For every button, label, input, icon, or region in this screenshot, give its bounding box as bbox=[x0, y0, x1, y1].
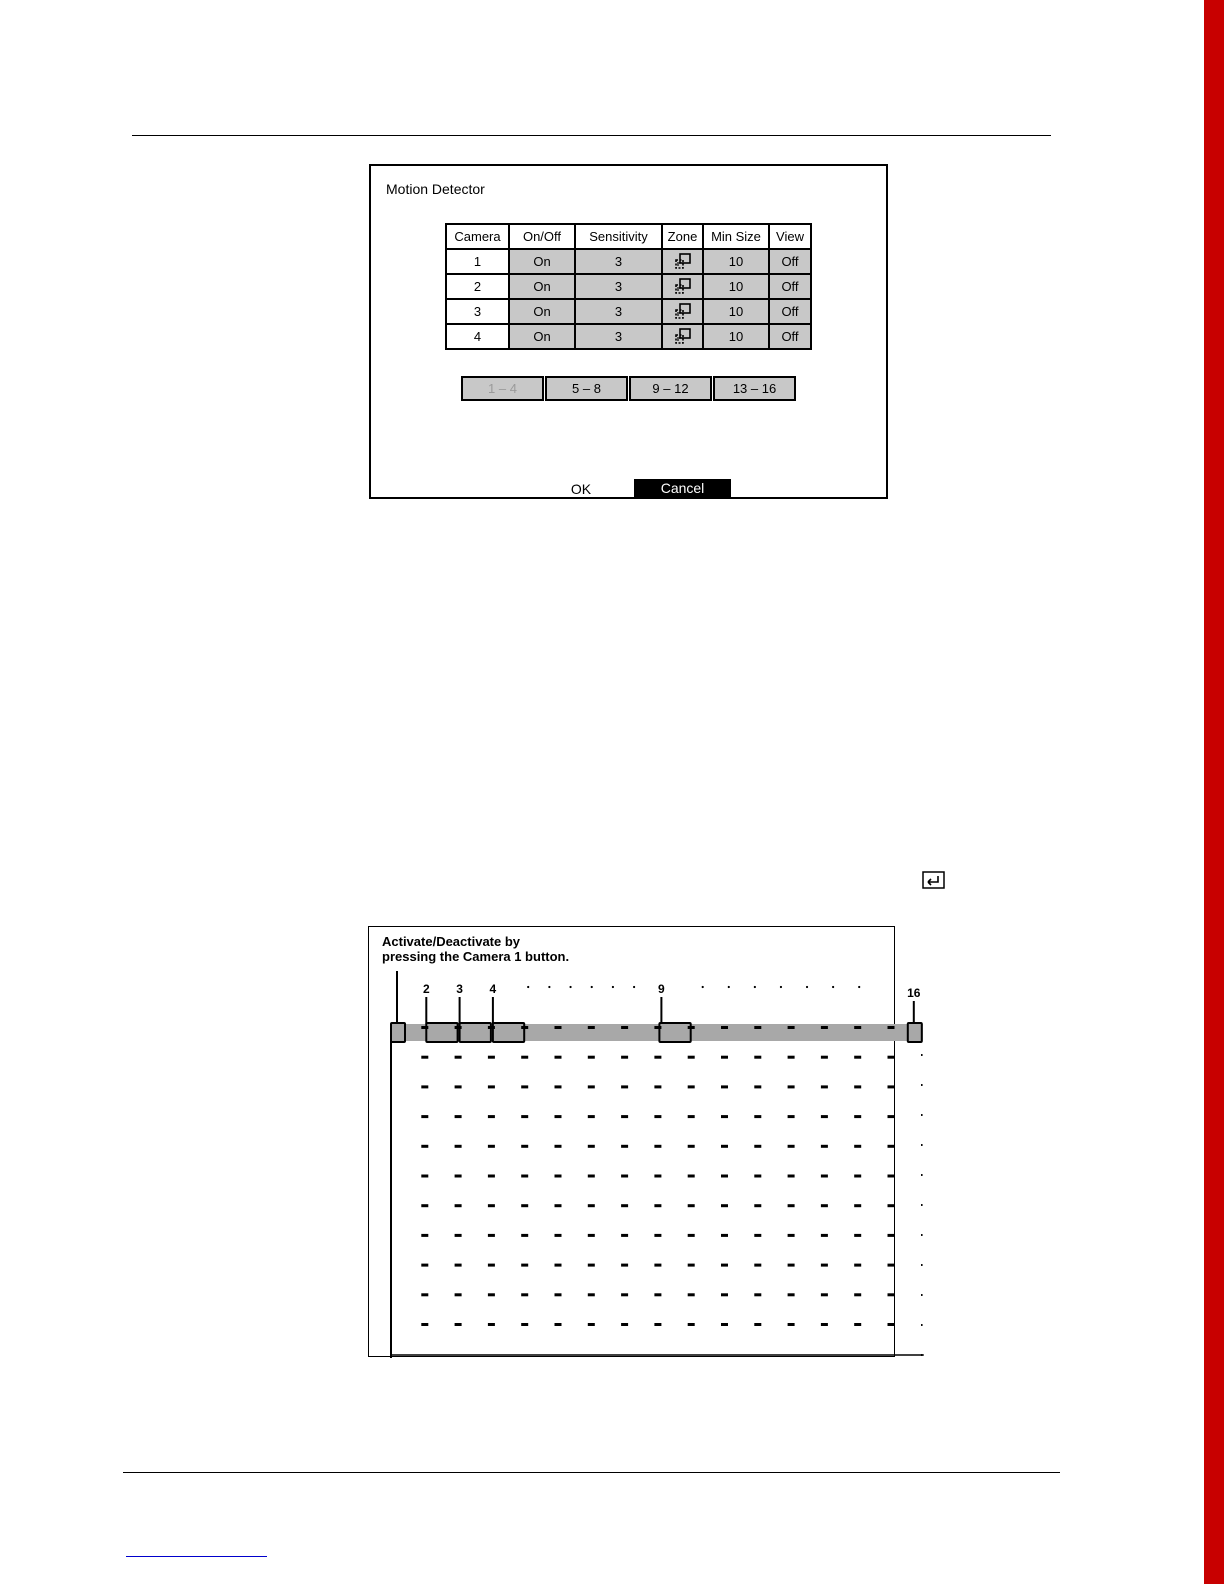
zone-cell-marker bbox=[555, 1085, 562, 1088]
zone-cell-marker bbox=[455, 1293, 462, 1296]
ellipsis-dot bbox=[591, 986, 593, 988]
zone-cell-marker bbox=[888, 1323, 895, 1326]
zone-cell-marker bbox=[488, 1056, 495, 1059]
zone-cell-marker bbox=[754, 1175, 761, 1178]
table-row bbox=[446, 299, 811, 324]
zone-cell-marker bbox=[621, 1264, 628, 1267]
zone-cell-marker bbox=[621, 1175, 628, 1178]
zone-cell-marker bbox=[754, 1026, 761, 1029]
ellipsis-dot bbox=[780, 986, 782, 988]
on-off-cell[interactable]: On bbox=[509, 249, 575, 274]
enter-key-icon bbox=[922, 871, 946, 889]
zone-cell-marker bbox=[754, 1234, 761, 1237]
zone-cell-marker bbox=[588, 1204, 595, 1207]
zone-caption-line-1: Activate/Deactivate by bbox=[382, 934, 521, 949]
ellipsis-dot bbox=[754, 986, 756, 988]
min-size-cell[interactable]: 10 bbox=[703, 249, 769, 274]
page-edge-bar bbox=[1204, 0, 1224, 1584]
on-off-cell[interactable]: On bbox=[509, 274, 575, 299]
zone-cell-marker bbox=[688, 1204, 695, 1207]
zone-caption-line-2: pressing the Camera 1 button. bbox=[382, 949, 570, 964]
page-button-9-12[interactable]: 9 – 12 bbox=[629, 376, 712, 401]
motion-detector-dialog bbox=[369, 164, 888, 499]
zone-cell-marker bbox=[888, 1234, 895, 1237]
zone-cell-marker bbox=[455, 1175, 462, 1178]
zone-cell-marker bbox=[788, 1204, 795, 1207]
zone-cell-marker bbox=[588, 1234, 595, 1237]
column-header-sensitivity: Sensitivity bbox=[575, 224, 662, 249]
zone-cell[interactable] bbox=[662, 299, 703, 324]
zone-cell-marker bbox=[488, 1085, 495, 1088]
grid-column-label: 3 bbox=[456, 982, 463, 996]
on-off-cell[interactable]: On bbox=[509, 299, 575, 324]
zone-cell-marker bbox=[421, 1115, 428, 1118]
sensitivity-cell[interactable]: 3 bbox=[575, 299, 662, 324]
min-size-cell[interactable]: 10 bbox=[703, 299, 769, 324]
zone-cell-marker bbox=[888, 1175, 895, 1178]
zone-cell-marker bbox=[821, 1115, 828, 1118]
zone-cell-marker bbox=[521, 1264, 528, 1267]
table-row bbox=[446, 249, 811, 274]
column-header-on-off: On/Off bbox=[509, 224, 575, 249]
zone-cell-marker bbox=[555, 1056, 562, 1059]
min-size-cell[interactable]: 10 bbox=[703, 324, 769, 349]
zone-cell-marker bbox=[788, 1293, 795, 1296]
zone-cell-marker bbox=[888, 1026, 895, 1029]
zone-cell-marker bbox=[721, 1175, 728, 1178]
column-header-camera: Camera bbox=[446, 224, 509, 249]
page-button-1-4[interactable]: 1 – 4 bbox=[461, 376, 544, 401]
zone-cell-marker bbox=[621, 1323, 628, 1326]
zone-cell-marker bbox=[788, 1145, 795, 1148]
zone-cell-marker bbox=[521, 1175, 528, 1178]
zone-cell-marker bbox=[654, 1234, 661, 1237]
zone-cell-marker bbox=[754, 1056, 761, 1059]
zone-cell-marker bbox=[521, 1085, 528, 1088]
zone-cell-marker bbox=[754, 1145, 761, 1148]
zone-cell-marker bbox=[521, 1145, 528, 1148]
zone-cell-marker bbox=[621, 1115, 628, 1118]
zone-cell-marker bbox=[455, 1323, 462, 1326]
zone-cell-marker bbox=[788, 1115, 795, 1118]
zone-cell-marker bbox=[654, 1145, 661, 1148]
zone-cell-marker bbox=[421, 1175, 428, 1178]
zone-cell-marker bbox=[721, 1204, 728, 1207]
grid-column-label: 16 bbox=[907, 986, 921, 1000]
zone-cell-marker bbox=[421, 1323, 428, 1326]
zone-cell-marker bbox=[888, 1264, 895, 1267]
on-off-cell[interactable]: On bbox=[509, 324, 575, 349]
zone-cell-marker bbox=[588, 1056, 595, 1059]
camera-cell: 4 bbox=[446, 324, 509, 349]
zone-cell-marker bbox=[588, 1264, 595, 1267]
zone-cell-marker bbox=[788, 1026, 795, 1029]
zone-cell-marker bbox=[421, 1145, 428, 1148]
zone-cell-marker bbox=[654, 1323, 661, 1326]
sensitivity-cell[interactable]: 3 bbox=[575, 274, 662, 299]
zone-cell-marker bbox=[754, 1264, 761, 1267]
min-size-cell[interactable]: 10 bbox=[703, 274, 769, 299]
zone-cell-marker bbox=[854, 1175, 861, 1178]
zone-grid-figure bbox=[368, 926, 921, 1357]
zone-cell-marker bbox=[488, 1175, 495, 1178]
zone-cell-marker bbox=[621, 1056, 628, 1059]
zone-cell-marker bbox=[821, 1323, 828, 1326]
zone-edit-icon bbox=[674, 278, 692, 295]
zone-cell-marker bbox=[654, 1175, 661, 1178]
zone-edit-icon bbox=[674, 253, 692, 270]
view-cell[interactable]: Off bbox=[769, 249, 811, 274]
table-row bbox=[446, 274, 811, 299]
zone-cell-marker bbox=[854, 1026, 861, 1029]
camera-cell: 1 bbox=[446, 249, 509, 274]
grid-column-label: 9 bbox=[658, 982, 665, 996]
zone-cell-marker bbox=[654, 1056, 661, 1059]
zone-cell-marker bbox=[754, 1204, 761, 1207]
zone-cell-marker bbox=[888, 1115, 895, 1118]
zone-cell-marker bbox=[621, 1085, 628, 1088]
ellipsis-dot bbox=[548, 986, 550, 988]
zone-cell-marker bbox=[688, 1056, 695, 1059]
camera-cell: 3 bbox=[446, 299, 509, 324]
zone-cell-marker bbox=[821, 1056, 828, 1059]
zone-cell-marker bbox=[721, 1145, 728, 1148]
footer-link-underline bbox=[126, 1556, 267, 1557]
zone-cell-marker bbox=[621, 1026, 628, 1029]
page-button-5-8[interactable]: 5 – 8 bbox=[545, 376, 628, 401]
zone-cell-marker bbox=[854, 1115, 861, 1118]
zone-cell-marker bbox=[888, 1085, 895, 1088]
zone-cell-marker bbox=[588, 1085, 595, 1088]
zone-cell-marker bbox=[521, 1056, 528, 1059]
zone-cell-marker bbox=[421, 1293, 428, 1296]
zone-cell-marker bbox=[888, 1293, 895, 1296]
zone-cell-marker bbox=[621, 1234, 628, 1237]
zone-cell-marker bbox=[754, 1115, 761, 1118]
ellipsis-dot bbox=[858, 986, 860, 988]
zone-cell-marker bbox=[654, 1264, 661, 1267]
view-cell[interactable]: Off bbox=[769, 274, 811, 299]
zone-grid[interactable] bbox=[369, 927, 921, 1358]
zone-cell-marker bbox=[455, 1264, 462, 1267]
ellipsis-dot bbox=[569, 986, 571, 988]
zone-cell-marker bbox=[821, 1145, 828, 1148]
zone-cell-marker bbox=[688, 1234, 695, 1237]
zone-cell-marker bbox=[888, 1204, 895, 1207]
zone-cell-marker bbox=[488, 1145, 495, 1148]
ellipsis-dot bbox=[633, 986, 635, 988]
zone-cell-marker bbox=[421, 1264, 428, 1267]
table-row bbox=[446, 324, 811, 349]
zone-cell-marker bbox=[688, 1293, 695, 1296]
zone-cell-marker bbox=[521, 1115, 528, 1118]
ok-button[interactable]: OK bbox=[570, 481, 592, 497]
zone-cell-marker bbox=[688, 1145, 695, 1148]
zone-cell-marker bbox=[721, 1026, 728, 1029]
zone-cell-marker bbox=[588, 1026, 595, 1029]
zone-cell-marker bbox=[721, 1115, 728, 1118]
zone-cell-marker bbox=[588, 1115, 595, 1118]
zone-cell-marker bbox=[788, 1323, 795, 1326]
zone-cell-marker bbox=[521, 1323, 528, 1326]
zone-cell-marker bbox=[788, 1056, 795, 1059]
zone-cell-marker bbox=[588, 1175, 595, 1178]
zone-cell-marker bbox=[888, 1056, 895, 1059]
zone-cell-marker bbox=[888, 1145, 895, 1148]
dialog-title: Motion Detector bbox=[386, 181, 485, 197]
ellipsis-dot bbox=[832, 986, 834, 988]
zone-cell-marker bbox=[421, 1085, 428, 1088]
zone-cell-marker bbox=[854, 1264, 861, 1267]
zone-cell-marker bbox=[455, 1115, 462, 1118]
zone-cell-marker bbox=[854, 1085, 861, 1088]
zone-cell-marker bbox=[754, 1085, 761, 1088]
zone-cell-marker bbox=[654, 1293, 661, 1296]
ellipsis-dot bbox=[702, 986, 704, 988]
zone-cell-marker bbox=[688, 1175, 695, 1178]
zone-cell-marker bbox=[488, 1234, 495, 1237]
zone-cell[interactable] bbox=[662, 324, 703, 349]
column-header-min-size: Min Size bbox=[703, 224, 769, 249]
zone-cell-marker bbox=[821, 1204, 828, 1207]
zone-cell-marker bbox=[654, 1115, 661, 1118]
zone-cell-marker bbox=[421, 1204, 428, 1207]
zone-cell-marker bbox=[721, 1293, 728, 1296]
zone-cell-marker bbox=[588, 1323, 595, 1326]
sensitivity-cell[interactable]: 3 bbox=[575, 324, 662, 349]
ellipsis-dot bbox=[806, 986, 808, 988]
table-header-row bbox=[446, 224, 811, 249]
zone-cell-marker bbox=[455, 1085, 462, 1088]
zone-cell-marker bbox=[455, 1234, 462, 1237]
zone-edit-icon bbox=[674, 328, 692, 345]
column-header-zone: Zone bbox=[662, 224, 703, 249]
zone-cell[interactable] bbox=[662, 249, 703, 274]
zone-cell-marker bbox=[854, 1234, 861, 1237]
zone-cell-marker bbox=[621, 1204, 628, 1207]
zone-cell-marker bbox=[721, 1234, 728, 1237]
header-rule bbox=[132, 135, 1051, 136]
ellipsis-dot bbox=[527, 986, 529, 988]
cancel-button[interactable]: Cancel bbox=[634, 479, 731, 498]
zone-cell-marker bbox=[455, 1056, 462, 1059]
ellipsis-dot bbox=[612, 986, 614, 988]
zone-cell-marker bbox=[555, 1175, 562, 1178]
zone-cell-marker bbox=[521, 1234, 528, 1237]
zone-cell-marker bbox=[688, 1264, 695, 1267]
zone-cell-marker bbox=[821, 1264, 828, 1267]
zone-cell-marker bbox=[788, 1085, 795, 1088]
zone-cell-marker bbox=[854, 1323, 861, 1326]
view-cell[interactable]: Off bbox=[769, 299, 811, 324]
grid-column-label: 2 bbox=[422, 982, 430, 996]
zone-cell-marker bbox=[821, 1175, 828, 1178]
zone-cell-marker bbox=[788, 1264, 795, 1267]
zone-cell-marker bbox=[421, 1234, 428, 1237]
zone-cell-marker bbox=[621, 1145, 628, 1148]
zone-cell-marker bbox=[821, 1293, 828, 1296]
column-header-view: View bbox=[769, 224, 811, 249]
zone-cell-marker bbox=[488, 1293, 495, 1296]
page-button-13-16[interactable]: 13 – 16 bbox=[713, 376, 796, 401]
zone-cell-marker bbox=[854, 1056, 861, 1059]
zone-cell-marker bbox=[721, 1056, 728, 1059]
zone-cell-marker bbox=[854, 1145, 861, 1148]
zone-cell[interactable] bbox=[662, 274, 703, 299]
zone-cell-marker bbox=[821, 1026, 828, 1029]
zone-cell-marker bbox=[688, 1085, 695, 1088]
zone-cell-marker bbox=[788, 1234, 795, 1237]
zone-cell-marker bbox=[555, 1234, 562, 1237]
zone-cell-marker bbox=[555, 1145, 562, 1148]
zone-cell-marker bbox=[488, 1323, 495, 1326]
zone-cell-marker bbox=[588, 1145, 595, 1148]
zone-cell-marker bbox=[521, 1204, 528, 1207]
zone-cell-marker bbox=[621, 1293, 628, 1296]
zone-cell-marker bbox=[555, 1293, 562, 1296]
ellipsis-dot bbox=[728, 986, 730, 988]
zone-cell-marker bbox=[688, 1115, 695, 1118]
sensitivity-cell[interactable]: 3 bbox=[575, 249, 662, 274]
zone-cell-marker bbox=[555, 1204, 562, 1207]
zone-cell-marker bbox=[721, 1264, 728, 1267]
zone-cell-marker bbox=[555, 1115, 562, 1118]
zone-cell-marker bbox=[721, 1323, 728, 1326]
zone-cell-marker bbox=[455, 1145, 462, 1148]
view-cell[interactable]: Off bbox=[769, 324, 811, 349]
zone-cell-marker bbox=[654, 1085, 661, 1088]
zone-cell-marker bbox=[788, 1175, 795, 1178]
zone-cell-marker bbox=[488, 1264, 495, 1267]
zone-cell-marker bbox=[555, 1264, 562, 1267]
zone-cell-marker bbox=[555, 1323, 562, 1326]
footer-rule bbox=[123, 1472, 1060, 1473]
zone-cell-marker bbox=[588, 1293, 595, 1296]
zone-edit-icon bbox=[674, 303, 692, 320]
zone-cell-marker bbox=[721, 1085, 728, 1088]
zone-cell-marker bbox=[854, 1293, 861, 1296]
zone-cell-marker bbox=[821, 1234, 828, 1237]
zone-cell-marker bbox=[455, 1204, 462, 1207]
camera-cell: 2 bbox=[446, 274, 509, 299]
zone-cell-marker bbox=[821, 1085, 828, 1088]
zone-cell-marker bbox=[555, 1026, 562, 1029]
motion-detector-table bbox=[445, 223, 812, 350]
zone-cell-marker bbox=[488, 1115, 495, 1118]
zone-cell-marker bbox=[488, 1204, 495, 1207]
zone-cell-marker bbox=[754, 1323, 761, 1326]
zone-cell-marker bbox=[421, 1056, 428, 1059]
zone-cell-marker bbox=[688, 1323, 695, 1326]
zone-cell-marker bbox=[654, 1204, 661, 1207]
zone-cell-marker bbox=[521, 1293, 528, 1296]
grid-column-label: 4 bbox=[489, 982, 497, 996]
zone-cell-marker bbox=[854, 1204, 861, 1207]
zone-cell-marker bbox=[754, 1293, 761, 1296]
